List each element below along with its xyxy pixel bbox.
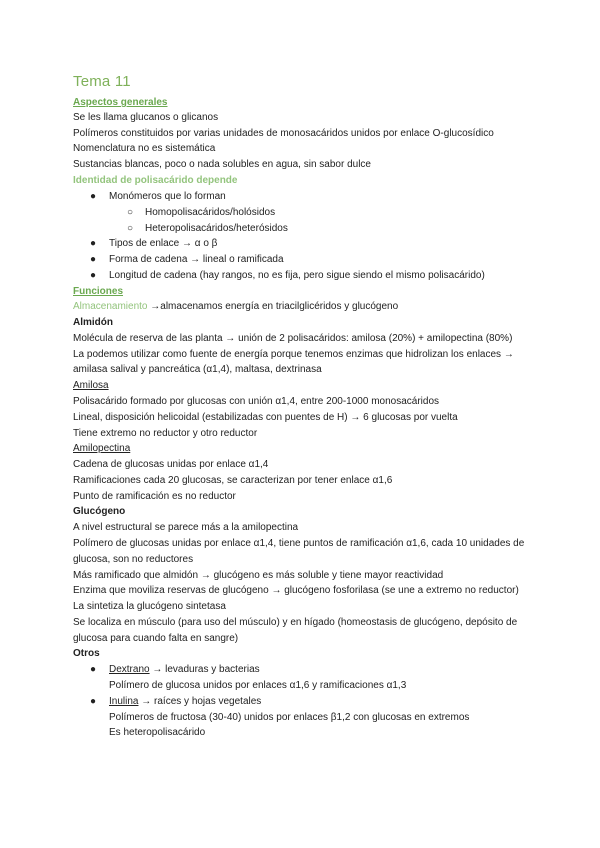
bullet-icon: ● [90,270,97,281]
heading-amilopectina: Amilopectina [73,443,131,454]
circle-bullet-icon: ○ [127,223,134,234]
list-item-inulina [109,695,261,708]
text-line: La podemos utilizar como fuente de energía porque tenemos enzimas que hidrolizan los enlaces → [73,349,514,360]
bullet-icon: ● [90,254,97,265]
text-line: Sustancias blancas, poco o nada solubles en agua, sin sabor dulce [73,159,371,170]
inulina-text: → raíces y hojas vegetales [138,696,262,707]
almacenamiento-label: Almacenamiento [73,301,148,312]
text-line: Cadena de glucosas unidas por enlace α1,4 [73,459,269,470]
text-line: Ramificaciones cada 20 glucosas, se caracterizan por tener enlace α1,6 [73,475,393,486]
text-line: Punto de ramificación es no reductor [73,491,236,502]
text-line: Polímero de glucosa unidos por enlaces α1,6 y ramificaciones α1,3 [109,680,407,691]
list-item: Longitud de cadena (hay rangos, no es fija, pero sigue siendo el mismo polisacárido) [109,270,485,281]
page-title: Tema 11 [73,73,131,90]
dextrano-label: Dextrano [109,664,150,675]
bullet-icon: ● [90,696,97,707]
text-line: Más ramificado que almidón → glucógeno es más soluble y tiene mayor reactividad [73,570,444,581]
text-line: Se les llama glucanos o glicanos [73,112,219,123]
text-line: Molécula de reserva de las planta → unión de 2 polisacáridos: amilosa (20%) + amilopectina (80%) [73,333,513,344]
text-line: La sintetiza la glucógeno sintetasa [73,601,226,612]
sub-list-item: Heteropolisacáridos/heterósidos [145,223,288,234]
heading-almidon: Almidón [73,317,113,328]
heading-identidad: Identidad de polisacárido depende [73,175,238,186]
list-item: Forma de cadena → lineal o ramificada [109,254,284,265]
bullet-icon: ● [90,191,97,202]
text-line: Polímeros de fructosa (30-40) unidos por enlaces β1,2 con glucosas en extremos [109,712,470,723]
list-item-dextrano [109,663,260,676]
text-line: Polímeros constituidos por varias unidades de monosacáridos unidos por enlace O-glucosídico [73,128,494,139]
text-line: Enzima que moviliza reservas de glucógeno → glucógeno fosforilasa (se une a extremo no reductor) [73,585,519,596]
heading-funciones: Funciones [73,286,124,297]
list-item: Monómeros que lo forman [109,191,226,202]
inulina-label: Inulina [109,696,139,707]
text-line: A nivel estructural se parece más a la amilopectina [73,522,299,533]
dextrano-text: → levaduras y bacterias [149,664,260,675]
heading-amilosa: Amilosa [73,380,109,391]
text-line: Se localiza en músculo (para uso del músculo) y en hígado (homeostasis de glucógeno, depósito de [73,617,518,628]
sub-list-item: Homopolisacáridos/holósidos [145,207,276,218]
text-line: Nomenclatura no es sistemática [73,143,216,154]
text-line: Es heteropolisacárido [109,727,206,738]
bullet-icon: ● [90,664,97,675]
text-line: glucosa, son no reductores [73,554,194,565]
text-line: glucosa para cuando falta en sangre) [73,633,239,644]
text-line: Tiene extremo no reductor y otro reductor [73,428,258,439]
text-line: amilasa salival y pancreática (α1,4), maltasa, dextrinasa [73,364,322,375]
text-line: Polímero de glucosas unidas por enlace α1,4, tiene puntos de ramificación α1,6, cada 10 unidades de [73,538,525,549]
almacenamiento-line [73,300,398,313]
heading-glucogeno: Glucógeno [73,506,126,517]
almacenamiento-text: →almacenamos energía en triacilglicéridos y glucógeno [147,301,399,312]
text-line: Polisacárido formado por glucosas con unión α1,4, entre 200-1000 monosacáridos [73,396,440,407]
bullet-icon: ● [90,238,97,249]
circle-bullet-icon: ○ [127,207,134,218]
heading-otros: Otros [73,648,100,659]
heading-aspectos-generales: Aspectos generales [73,97,168,108]
text-line: Lineal, disposición helicoidal (estabilizadas con puentes de H) → 6 glucosas por vuelta [73,412,458,423]
list-item: Tipos de enlace → α o β [109,238,218,249]
